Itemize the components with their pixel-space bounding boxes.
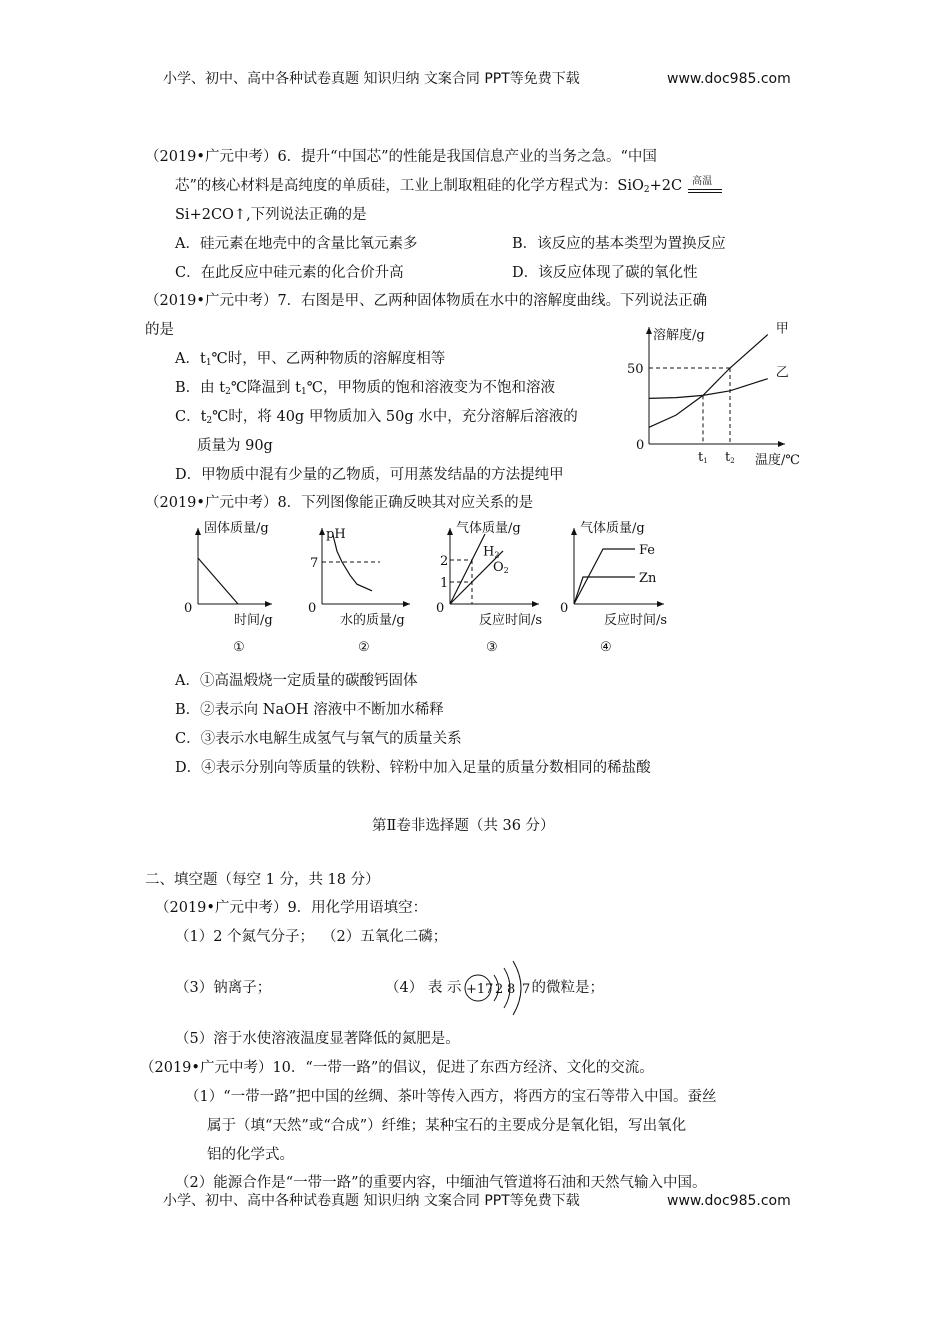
q6-option-b: B．该反应的基本类型为置换反应 [512,236,726,252]
q6-stem-3: Si+2CO↑,下列说法正确的是 [175,207,367,223]
y-axis-arrow-icon [195,528,201,535]
q8-option-c: C．③表示水电解生成氢气与氧气的质量关系 [175,731,462,747]
series-label: 乙 [775,365,789,381]
x-tick-label: t2 [725,450,735,465]
section-title: 第Ⅱ卷非选择题（共 36 分） [372,818,555,834]
q7-option-c: C．$t_2℃$时，将 40g 甲物质加入 50g 水中，充分溶解后溶液的 [175,409,578,426]
q10-part-1: （1）“一带一路”把中国的丝绸、茶叶等传入西方，将西方的宝石等带入中国。蚕丝 [185,1089,717,1105]
origin-label: 0 [184,601,193,616]
q6-option-c: C．在此反应中硅元素的化合价升高 [175,265,404,281]
x-axis-arrow-icon [403,601,410,607]
shell-1: 2 [495,982,504,997]
y-axis-arrow-icon [571,528,577,535]
chart-caption: ③ [486,640,498,655]
x-axis-arrow-icon [532,601,539,607]
origin-label: 0 [436,601,445,616]
q9-part-5: （5）溶于水使溶液温度显著降低的氮肥是。 [175,1031,460,1047]
series-label: 甲 [775,321,789,337]
q7-option-a: A．$t_1℃$时，甲、乙两种物质的溶解度相等 [175,351,446,368]
y-axis-label: 固体质量/g [204,521,269,536]
q10-stem: （2019•广元中考）10．“一带一路”的倡议，促进了东西方经济、文化的交流。 [140,1060,654,1076]
y-tick-label: 2 [440,554,449,569]
reaction-condition: 高温 [688,177,722,195]
series-label: H2 [483,544,500,560]
series-line-g2 [333,535,372,591]
shell-2: 8 [507,982,516,997]
x-axis-label: 温度/℃ [755,453,800,468]
chart-caption: ④ [600,640,612,655]
x-axis-arrow-icon [778,441,785,447]
q6-stem: （2019•广元中考）6．提升“中国芯”的性能是我国信息产业的当务之急。“中国 [145,149,657,165]
series-label: Zn [639,571,657,586]
q7-option-d: D．甲物质中混有少量的乙物质，可用蒸发结晶的方法提纯甲 [175,467,564,483]
y-tick-label: 1 [440,576,449,591]
header-text: 小学、初中、高中各种试卷真题 知识归纳 文案合同 PPT等免费下载 [163,71,580,87]
origin-label: 0 [308,601,317,616]
q7-stem-2: 的是 [145,322,174,338]
q8-option-b: B．②表示向 NaOH 溶液中不断加水稀释 [175,702,444,718]
x-tick-label: t1 [698,450,708,465]
q9-part-2: （2）五氧化二磷； [322,929,448,945]
q7-option-b: B．由 $t_2℃$降温到 $t_1℃$，甲物质的饱和溶液变为不饱和溶液 [175,380,555,397]
y-axis-label: 气体质量/g [456,521,521,536]
y-tick-label: 0 [636,438,645,453]
y-axis-arrow-icon [319,528,325,535]
q9-part-3: （3）钠离子； [175,980,272,996]
y-tick-label: 50 [627,362,644,377]
y-axis-label: pH [326,527,346,542]
y-axis-arrow-icon [646,327,652,334]
q9-part-4: （4） 表 示 +17 2 8 7 的微粒是； [385,979,604,997]
series-line-g1 [198,558,238,604]
q6-option-d: D．该反应体现了碳的氧化性 [512,265,698,281]
x-axis-label: 反应时间/s [479,613,543,628]
y-tick-label: 7 [310,556,319,571]
part-title: 二、填空题（每空 1 分，共 18 分） [145,872,380,888]
series-line-H2 [450,534,485,604]
series-line-乙 [649,379,768,399]
q10-part-2: （2）能源合作是“一带一路”的重要内容，中缅油气管道将石油和天然气输入中国。 [175,1175,707,1191]
q6-stem-2: 芯”的核心材料是高纯度的单质硅，工业上制取粗硅的化学方程式为：SiO$_2$+2C 高温 [175,177,722,199]
footer-url[interactable]: www.doc985.com [667,1193,791,1209]
x-axis-arrow-icon [265,601,272,607]
series-label: O2 [493,560,509,575]
series-line-O2 [450,551,503,604]
q10-part-1-3: 铝的化学式。 [207,1147,294,1163]
series-line-Zn [574,577,635,604]
y-axis-label: 气体质量/g [580,521,645,536]
q9-stem: （2019•广元中考）9．用化学用语填空： [155,900,428,916]
q8-option-a: A．①高温煅烧一定质量的碳酸钙固体 [175,673,418,689]
footer-text: 小学、初中、高中各种试卷真题 知识归纳 文案合同 PPT等免费下载 [163,1193,580,1209]
q8-stem: （2019•广元中考）8．下列图像能正确反映其对应关系的是 [145,495,534,511]
series-label: Fe [639,543,656,558]
nucleus-charge: +17 [466,982,494,997]
q10-part-1-2: 属于（填“天然”或“合成”）纤维；某种宝石的主要成分是氧化铝，写出氧化 [207,1118,687,1134]
chart-caption: ① [233,640,245,655]
q6-option-a: A．硅元素在地壳中的含量比氧元素多 [175,236,418,252]
q7-option-c-2: 质量为 90g [197,438,273,454]
chart-caption: ② [358,640,370,655]
header-url[interactable]: www.doc985.com [667,71,791,87]
x-axis-label: 时间/g [234,613,273,628]
q8-option-d: D．④表示分别向等质量的铁粉、锌粉中加入足量的质量分数相同的稀盐酸 [175,760,651,776]
q7-stem: （2019•广元中考）7．右图是甲、乙两种固体物质在水中的溶解度曲线。下列说法正确 [145,293,708,309]
series-line-甲 [649,335,768,428]
y-axis-arrow-icon [447,528,453,535]
x-axis-label: 反应时间/s [604,613,668,628]
x-axis-arrow-icon [657,601,664,607]
shell-3: 7 [522,982,531,997]
x-axis-label: 水的质量/g [340,613,405,628]
q9-part-1: （1）2 个氮气分子； [175,929,315,945]
y-axis-label: 溶解度/g [653,328,705,343]
origin-label: 0 [560,601,569,616]
